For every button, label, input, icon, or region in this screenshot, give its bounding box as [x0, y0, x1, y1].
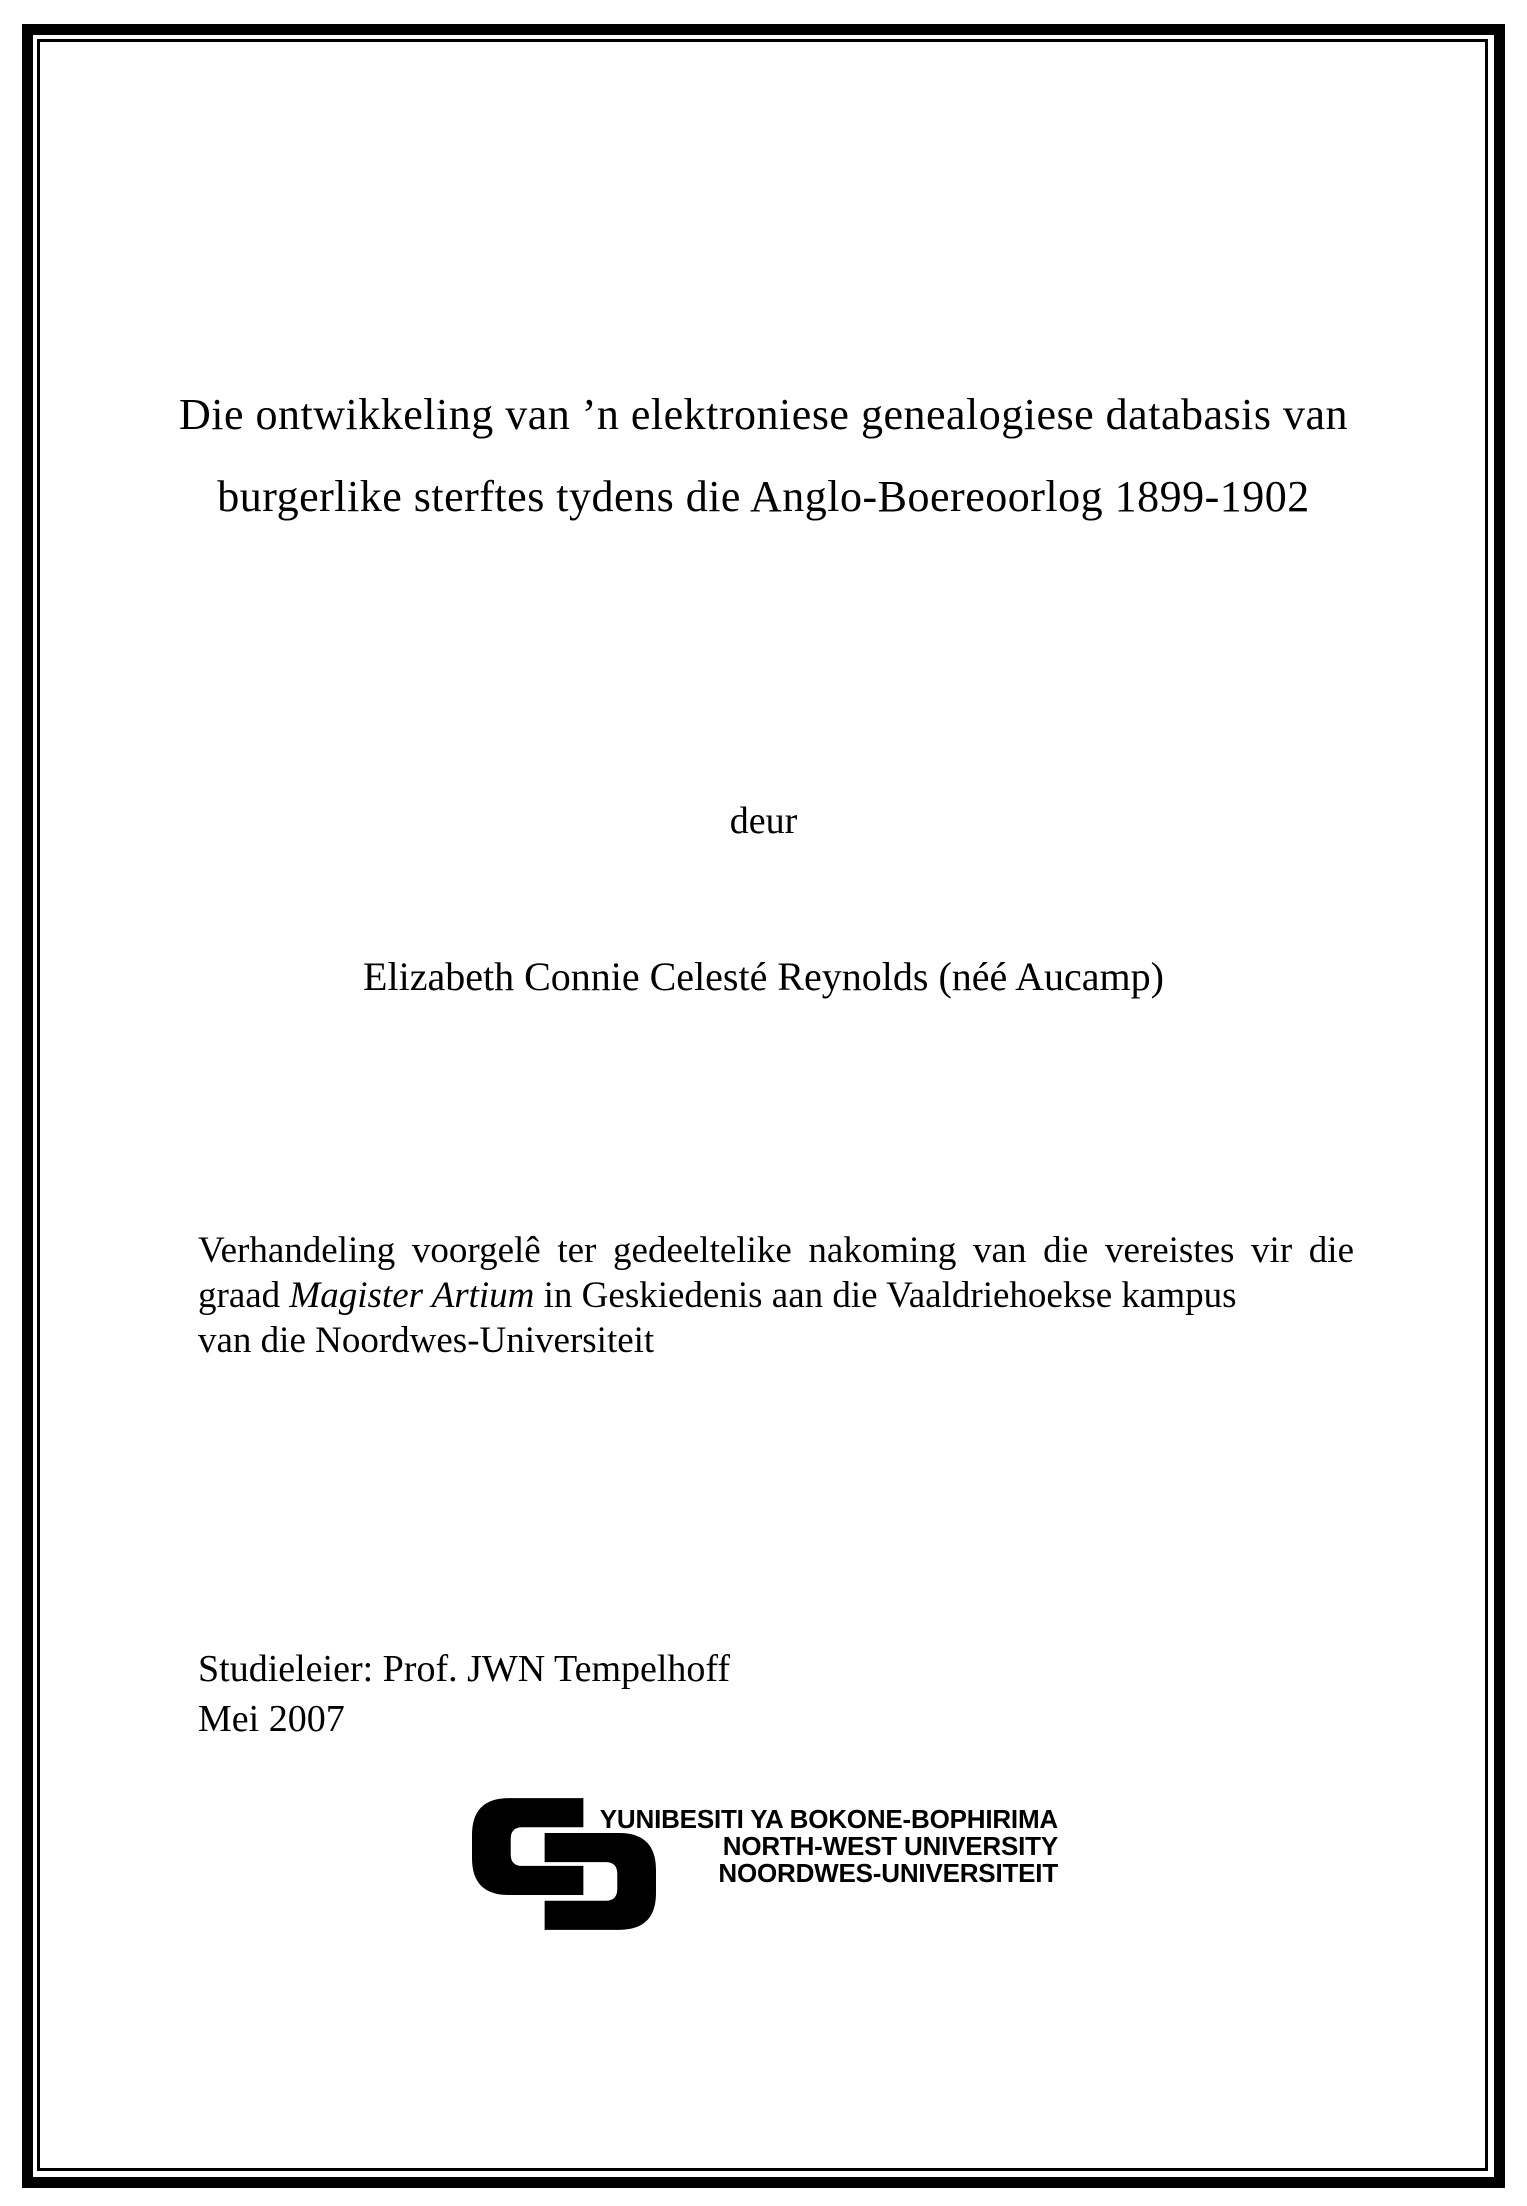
degree-statement-line3: van die Noordwes-Universiteit — [198, 1320, 655, 1361]
nwu-logo-line2: NORTH-WEST UNIVERSITY — [722, 1831, 1058, 1861]
nwu-logo-line3: NOORDWES-UNIVERSITEIT — [718, 1858, 1058, 1888]
thesis-title — [95, 374, 1432, 538]
nwu-logo-line1: YUNIBESITI YA BOKONE-BOPHIRIMA — [599, 1804, 1058, 1834]
degree-statement-line2-post: in Geskiedenis aan die Vaaldriehoekse kampus — [534, 1275, 1237, 1316]
date-line: Mei 2007 — [198, 1698, 345, 1740]
degree-title-italic: Magister Artium — [289, 1275, 535, 1316]
nwu-logo — [472, 1798, 1072, 1948]
degree-statement-line2 — [198, 1273, 1354, 1318]
degree-statement-line2-pre: graad — [198, 1275, 290, 1316]
thesis-title-line1: Die ontwikkeling van ’n elektroniese genealogiese databasis van — [178, 390, 1348, 439]
supervisor-line: Studieleier: Prof. JWN Tempelhoff — [198, 1648, 731, 1690]
degree-statement-line1: Verhandeling voorgelê ter gedeeltelike nakoming van die vereistes vir die — [198, 1230, 1354, 1271]
nwu-logo-text — [596, 1806, 1058, 1887]
thesis-title-line2: burgerlike sterftes tydens die Anglo-Boereoorlog 1899-1902 — [217, 472, 1310, 521]
degree-statement — [198, 1228, 1354, 1363]
author-name: Elizabeth Connie Celesté Reynolds (néé Aucamp) — [363, 954, 1164, 999]
byline-label: deur — [729, 800, 798, 842]
